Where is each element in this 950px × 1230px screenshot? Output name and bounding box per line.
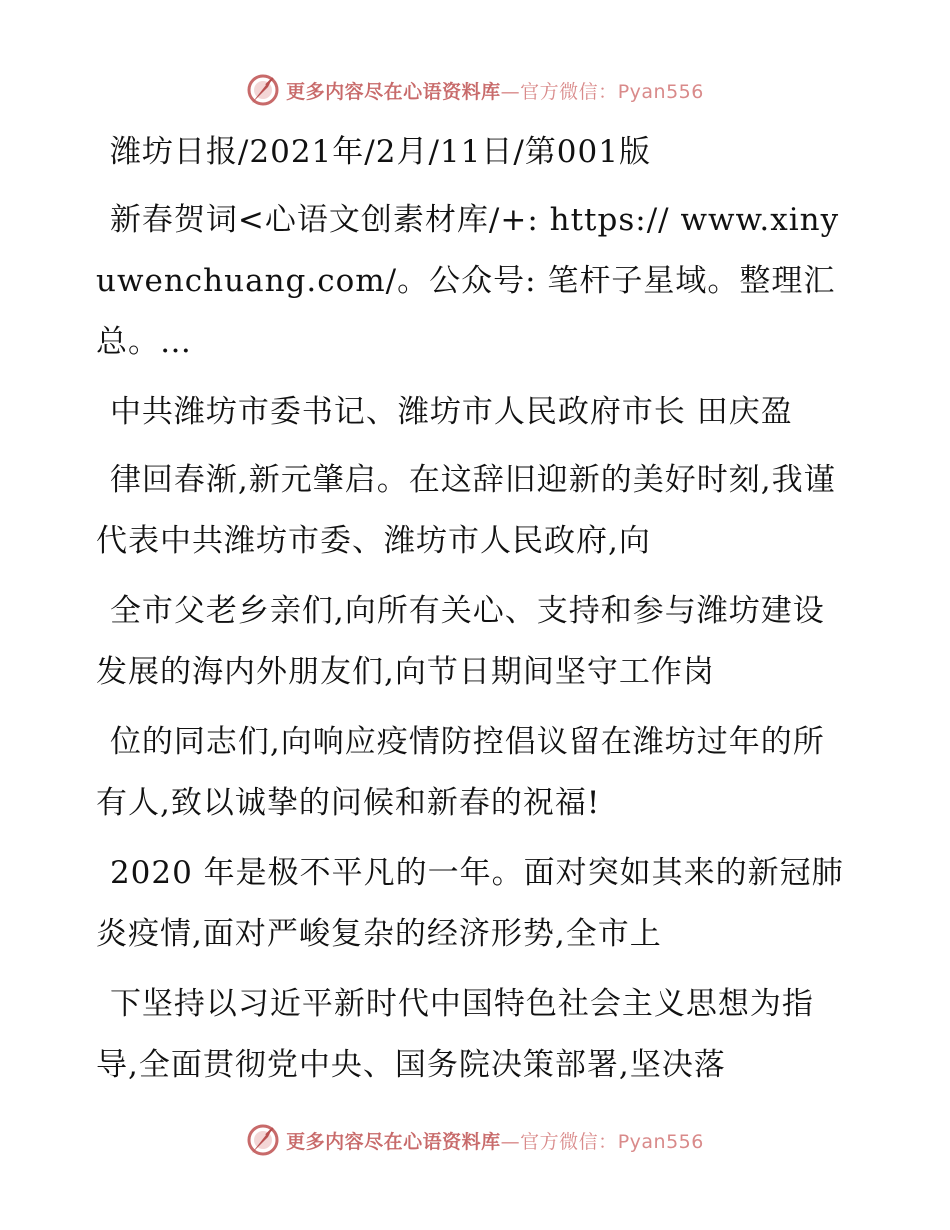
watermark-group (246, 73, 704, 107)
watermark-dash: — (500, 1130, 521, 1153)
title-line: 新春贺词<心语文创素材库/+: https:// www.xinyuwenchuang.com/。公众号: 笔杆子星域。整理汇总。… (96, 202, 840, 360)
watermark-header (0, 70, 950, 110)
masthead: 潍坊日报/2021年/2月/11日/第001版 (109, 134, 651, 170)
quill-logo-icon (246, 73, 280, 107)
watermark-text (286, 77, 704, 104)
watermark-contact-label: 官方微信： (520, 1130, 618, 1153)
paragraph-2: 全市父老乡亲们,向所有关心、支持和参与潍坊建设发展的海内外朋友们,向节日期间坚守工作岗 (96, 593, 825, 690)
watermark-footer (0, 1120, 950, 1160)
paragraph-4: 2020 年是极不平凡的一年。面对突如其来的新冠肺炎疫情,面对严峻复杂的经济形势,全市上 (96, 855, 844, 952)
watermark-group (246, 1123, 704, 1157)
watermark-text (286, 1127, 704, 1154)
paragraph-5: 下坚持以习近平新时代中国特色社会主义思想为指导,全面贯彻党中央、国务院决策部署,坚决落 (96, 986, 814, 1083)
watermark-main-text: 更多内容尽在心语资料库 (286, 1130, 501, 1153)
watermark-contact-id: Pyan556 (617, 80, 704, 103)
document-body (96, 122, 856, 1105)
paragraph-1: 律回春渐,新元肇启。在这辞旧迎新的美好时刻,我谨代表中共潍坊市委、潍坊市人民政府,向 (96, 462, 836, 559)
watermark-main-text: 更多内容尽在心语资料库 (286, 80, 501, 103)
watermark-contact-label: 官方微信： (520, 80, 618, 103)
author-line: 中共潍坊市委书记、潍坊市人民政府市长 田庆盈 (109, 394, 793, 430)
watermark-dash: — (500, 80, 521, 103)
watermark-contact-id: Pyan556 (617, 1130, 704, 1153)
paragraph-3: 位的同志们,向响应疫情防控倡议留在潍坊过年的所有人,致以诚挚的问候和新春的祝福! (96, 724, 825, 821)
quill-logo-icon (246, 1123, 280, 1157)
